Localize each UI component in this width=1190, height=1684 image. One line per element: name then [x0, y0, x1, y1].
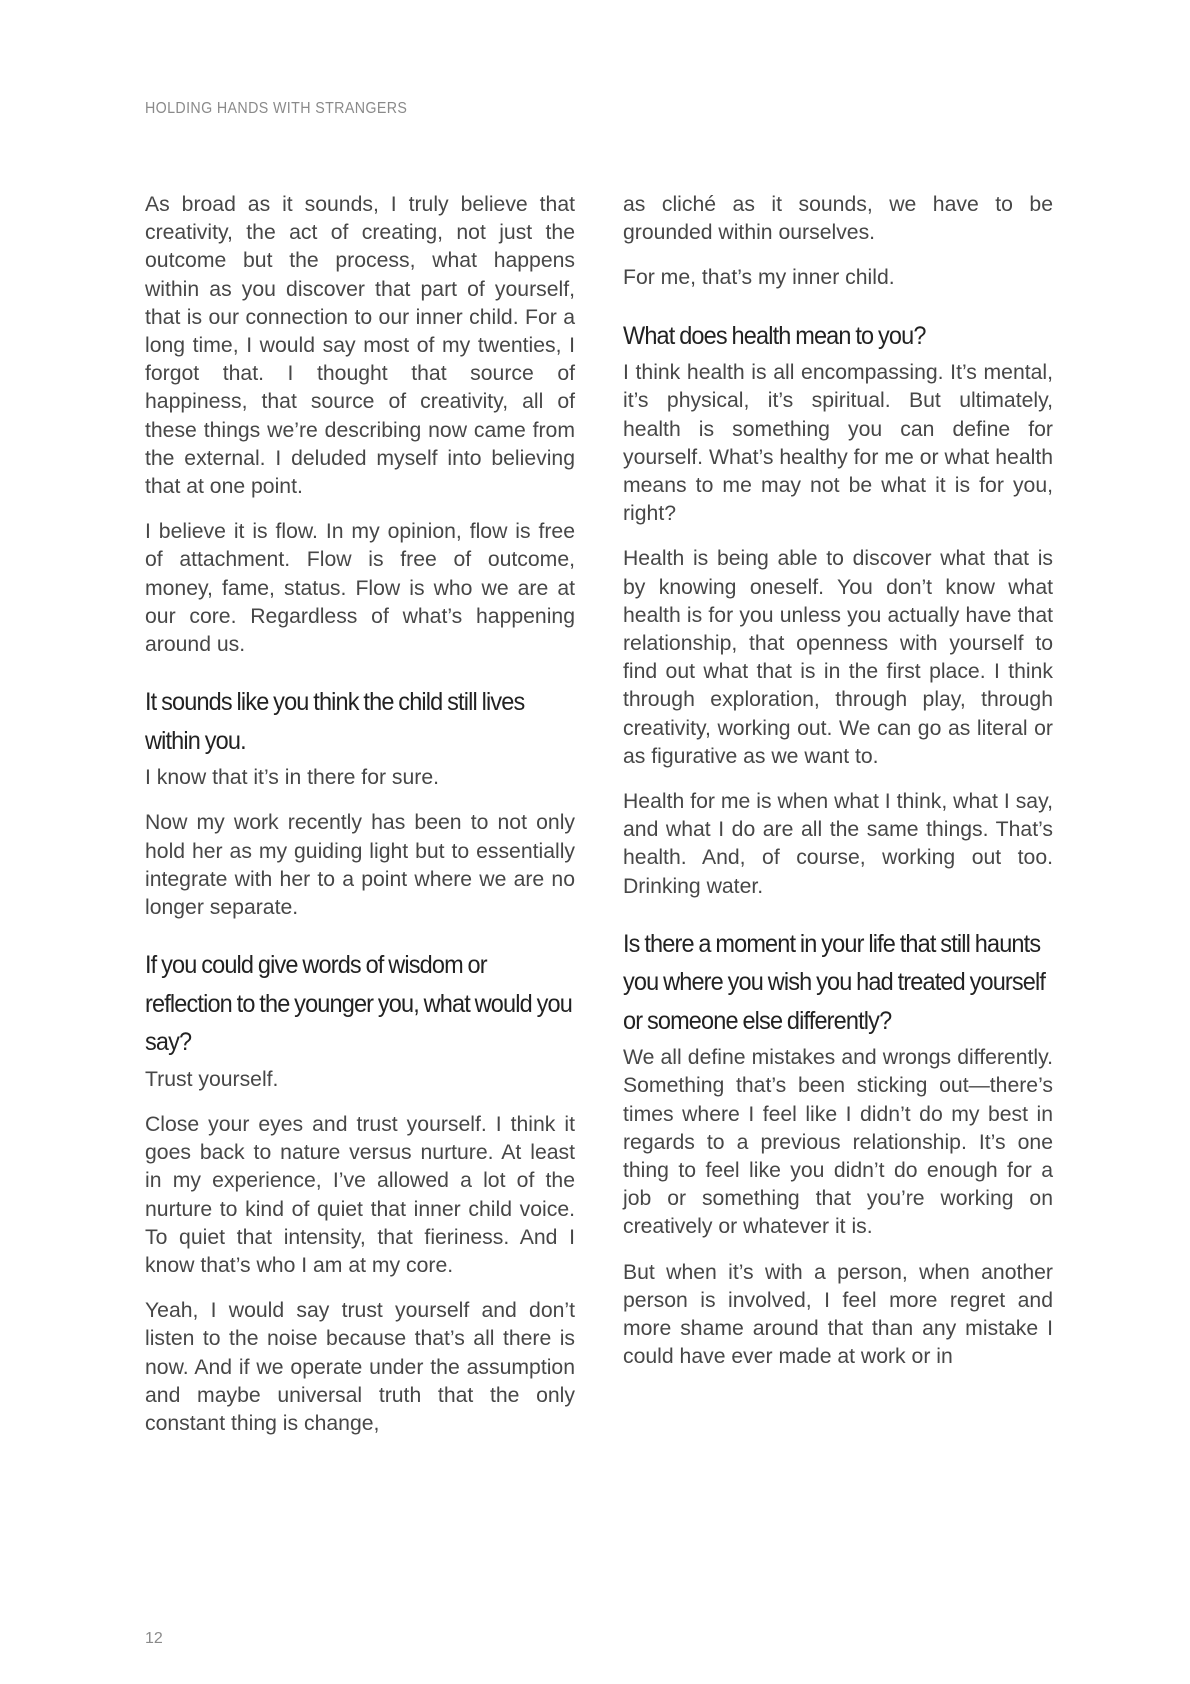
- right-column: [623, 191, 1053, 1389]
- interview-question: It sounds like you think the child still lives within you.: [145, 688, 525, 755]
- body-paragraph: We all define mistakes and wrongs differently. Something that’s been sticking out—there’s times where I feel like I didn’t do my best in regards to a previous relationship. It’s one thing to feel like you didn’t do enough for a job or something that you’re working on creatively or whatever it is.: [623, 1046, 1053, 1239]
- body-paragraph: Health is being able to discover what that is by knowing oneself. You don’t know what health is for you unless you actually have that relationship, that openness with yourself to find out what that is in the first place. I think through exploration, through play, through creativity, working out. We can go as literal or as figurative as we want to.: [623, 547, 1053, 768]
- left-column: [145, 191, 575, 1455]
- interview-question: What does health mean to you?: [623, 321, 926, 350]
- body-paragraph: Health for me is when what I think, what I say, and what I do are all the same things. That’s health. And, of course, working out too. Drinking water.: [623, 789, 1053, 898]
- body-paragraph: as cliché as it sounds, we have to be grounded within ourselves.: [623, 193, 1053, 245]
- page-number: 12: [145, 1630, 163, 1647]
- body-paragraph: I think health is all encompassing. It’s mental, it’s physical, it’s spiritual. But ultimately, health is something you can define for yourself. What’s healthy for me or what health means to me may not be what it is for you, right?: [623, 361, 1053, 526]
- interview-question: Is there a moment in your life that still haunts you where you wish you had treated yourself or someone else differently?: [623, 929, 1046, 1035]
- body-paragraph: But when it’s with a person, when another person is involved, I feel more regret and more shame around that than any mistake I could have ever made at work or in: [623, 1260, 1053, 1369]
- interview-question: If you could give words of wisdom or reflection to the younger you, what would you say?: [145, 951, 572, 1057]
- body-paragraph: As broad as it sounds, I truly believe that creativity, the act of creating, not just the outcome but the process, what happens within as you discover that part of yourself, that is our connection to our inner child. For a long time, I would say most of my twenties, I forgot that. I thought that source of happiness, that source of creativity, all of these things we’re describing now came from the external. I deluded myself into believing that at one point.: [145, 193, 575, 499]
- body-paragraph: Yeah, I would say trust yourself and don’t listen to the noise because that’s all there is now. And if we operate under the assumption and maybe universal truth that the only constant thing is change,: [145, 1299, 575, 1435]
- body-paragraph: For me, that’s my inner child.: [623, 266, 895, 290]
- running-header: HOLDING HANDS WITH STRANGERS: [145, 100, 408, 117]
- body-paragraph: Trust yourself.: [145, 1067, 279, 1091]
- body-paragraph: I know that it’s in there for sure.: [145, 766, 440, 790]
- body-paragraph: I believe it is flow. In my opinion, flow is free of attachment. Flow is free of outcome, money, fame, status. Flow is who we are at our core. Regardless of what’s happening around us.: [145, 520, 575, 657]
- body-paragraph: Now my work recently has been to not only hold her as my guiding light but to essentially integrate with her to a point where we are no longer separate.: [145, 811, 575, 920]
- body-paragraph: Close your eyes and trust yourself. I think it goes back to nature versus nurture. At least in my experience, I’ve allowed a lot of the nurture to kind of quiet that inner child voice. To quiet that intensity, that fieriness. And I know that’s who I am at my core.: [145, 1112, 575, 1277]
